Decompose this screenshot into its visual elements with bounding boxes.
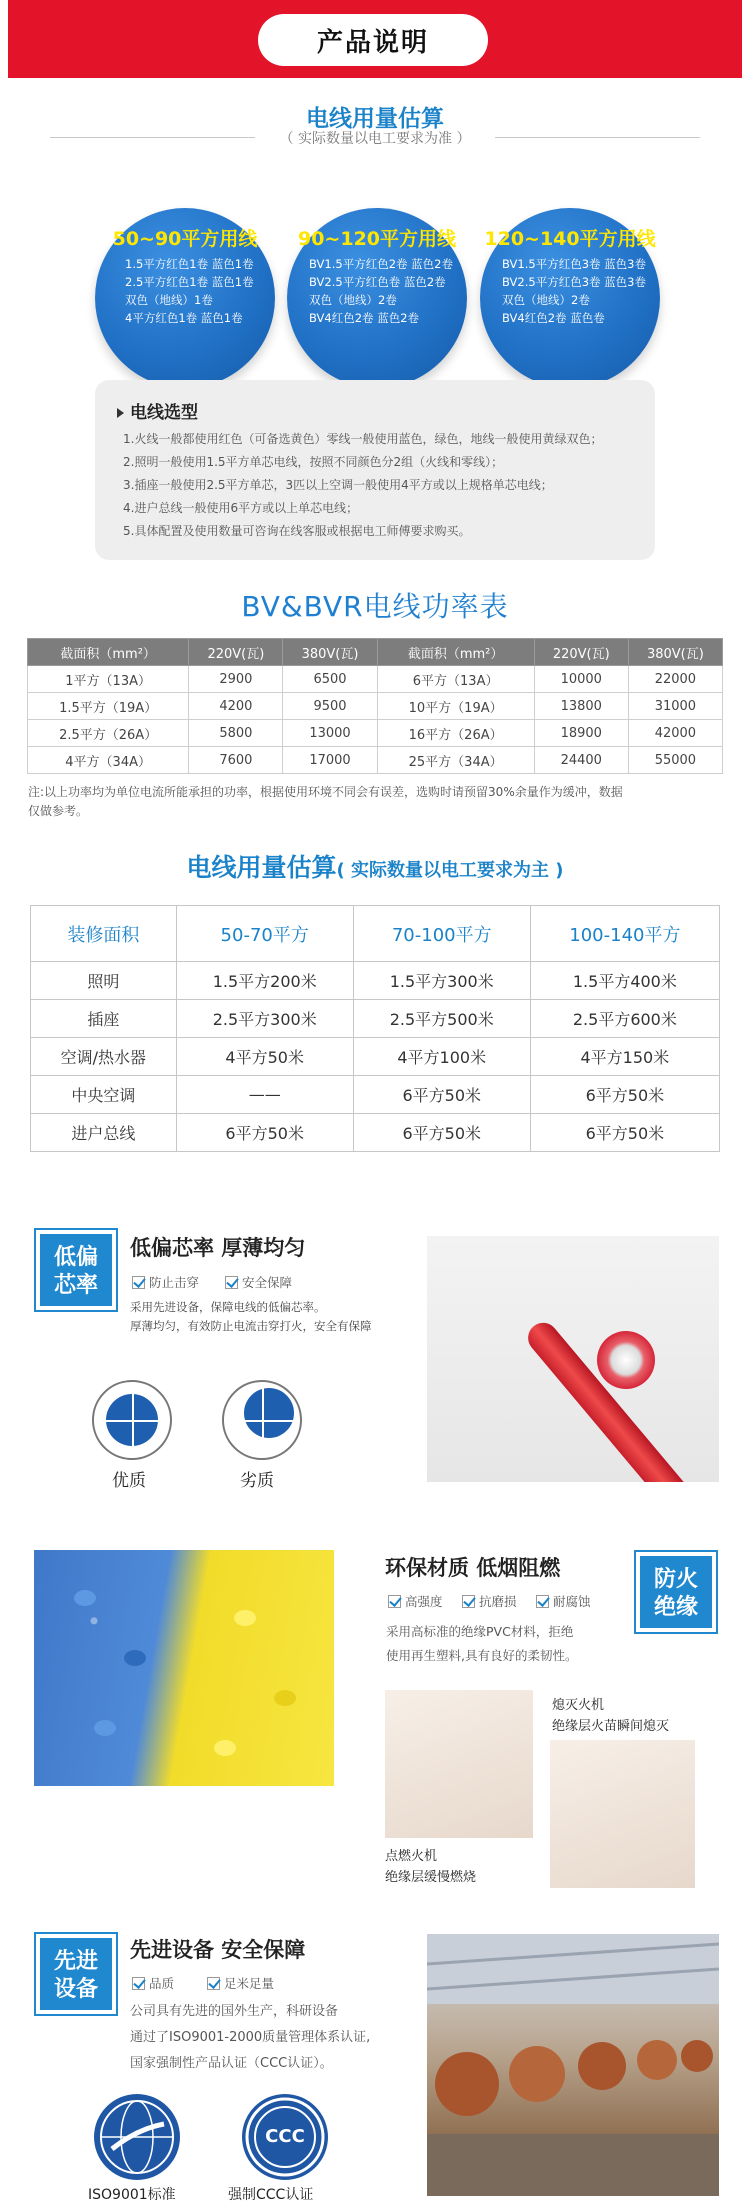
pellet-image — [74, 1590, 96, 1606]
power-table-title: BV&BVR电线功率表 — [241, 590, 509, 623]
fire-desc: 采用高标准的绝缘PVC材料，拒绝 — [386, 1624, 574, 1639]
table-header-cell: 380V(瓦) — [283, 639, 377, 666]
pellet-image — [124, 1650, 146, 1666]
circle-line: BV1.5平方红色3卷 蓝色3卷 — [502, 257, 646, 271]
pvc-pellets-photo — [34, 1550, 334, 1786]
extinguish-caption: 熄灭火机 — [552, 1698, 605, 1713]
eccentric-badge — [36, 1230, 116, 1310]
usage-circle-2 — [287, 208, 467, 388]
table-cell: 1平方（13A） — [28, 666, 189, 693]
bad-quality-icon — [222, 1380, 302, 1460]
table-cell: 55000 — [628, 747, 722, 774]
table-cell: 2.5平方300米 — [176, 1000, 353, 1038]
table-cell: —— — [176, 1076, 353, 1114]
table-cell: 31000 — [628, 693, 722, 720]
table-cell: 6平方50米 — [176, 1114, 353, 1152]
table-cell: 42000 — [628, 720, 722, 747]
circle-line: BV2.5平方红色卷 蓝色2卷 — [309, 275, 446, 289]
table-row — [31, 962, 720, 1000]
table-cell: 2.5平方（26A） — [28, 720, 189, 747]
table-cell: 24400 — [534, 747, 628, 774]
eccentric-desc: 采用先进设备，保障电线的低偏芯率。 — [130, 1300, 326, 1314]
pellet-image — [214, 1740, 236, 1756]
table-cell: 25平方（34A） — [377, 747, 534, 774]
factory-machines-image — [427, 1934, 719, 2196]
table-cell: 22000 — [628, 666, 722, 693]
usage-table-title-sub: ( 实际数量以电工要求为主 ) — [336, 860, 564, 881]
selection-line: 3.插座一般使用2.5平方单芯，3匹以上空调一般使用4平方或以上规格单芯电线； — [123, 478, 553, 492]
badge-line: 防火 — [653, 1567, 698, 1592]
checkbox-icon — [132, 1276, 145, 1289]
eccentric-desc: 厚薄均匀，有效防止电流击穿打火，安全有保障 — [130, 1319, 372, 1333]
table-row — [28, 693, 723, 720]
ccc-logo — [242, 2094, 328, 2180]
table-header-cell: 截面积（mm²） — [377, 639, 534, 666]
equipment-badge — [36, 1934, 116, 2014]
usage-estimate-title: 电线用量估算 — [306, 106, 444, 132]
triangle-bullet-icon — [117, 408, 124, 418]
table-cell: 6500 — [283, 666, 377, 693]
eccentric-title: 低偏芯率 厚薄均匀 — [130, 1236, 306, 1260]
table-cell: 4平方（34A） — [28, 747, 189, 774]
table-cell: 1.5平方（19A） — [28, 693, 189, 720]
wire-selection-title — [117, 398, 198, 423]
table-cell: 照明 — [31, 962, 177, 1000]
fire-desc: 使用再生塑料,具有良好的柔韧性。 — [386, 1648, 578, 1663]
iso9001-label: ISO9001标准 — [88, 2187, 176, 2203]
table-header-row — [28, 639, 723, 666]
table-cell: 空调/热水器 — [31, 1038, 177, 1076]
circle-line: 双色（地线）2卷 — [502, 293, 590, 307]
table-cell: 1.5平方400米 — [530, 962, 719, 1000]
check-label: 品质 — [149, 1976, 175, 1991]
iso9001-logo — [94, 2094, 180, 2180]
table-header-cell: 50-70平方 — [176, 906, 353, 962]
circle-title: 90~120平方用线 — [297, 228, 457, 250]
page-title: 产品说明 — [258, 14, 488, 66]
badge-line: 芯率 — [53, 1273, 98, 1298]
extinguish-lighter-photo — [550, 1740, 695, 1888]
table-cell: 9500 — [283, 693, 377, 720]
badge-line: 设备 — [53, 1977, 98, 2002]
checkbox-icon — [132, 1977, 145, 1990]
usage-table — [30, 905, 720, 1152]
check-item — [462, 1592, 517, 1610]
table-cell: 18900 — [534, 720, 628, 747]
circle-line: 1.5平方红色1卷 蓝色1卷 — [125, 257, 254, 271]
badge-line: 先进 — [53, 1949, 98, 1974]
table-cell: 16平方（26A） — [377, 720, 534, 747]
good-quality-icon — [92, 1380, 172, 1460]
table-cell: 6平方（13A） — [377, 666, 534, 693]
check-label: 防止击穿 — [149, 1275, 200, 1290]
circle-line: 2.5平方红色1卷 蓝色1卷 — [125, 275, 254, 289]
top-header-banner — [8, 0, 742, 78]
fire-title: 环保材质 低烟阻燃 — [385, 1556, 561, 1580]
table-cell: 13000 — [283, 720, 377, 747]
circle-line: BV1.5平方红色2卷 蓝色2卷 — [309, 257, 453, 271]
check-label: 安全保障 — [242, 1275, 293, 1290]
circle-line: 双色（地线）1卷 — [125, 293, 213, 307]
wire-closeup-photo — [427, 1236, 719, 1482]
table-cell: 1.5平方200米 — [176, 962, 353, 1000]
table-header-cell: 220V(瓦) — [534, 639, 628, 666]
check-item — [207, 1974, 274, 1992]
check-item — [132, 1273, 199, 1291]
table-cell: 17000 — [283, 747, 377, 774]
badge-line: 绝缘 — [653, 1595, 698, 1620]
power-note-line: 仅做参考。 — [28, 804, 89, 818]
table-header-cell: 220V(瓦) — [189, 639, 283, 666]
pellet-image — [94, 1720, 116, 1736]
check-label: 足米足量 — [224, 1976, 275, 1991]
checkbox-icon — [462, 1595, 475, 1608]
selection-line: 2.照明一般使用1.5平方单芯电线，按照不同颜色分2组（火线和零线）； — [123, 455, 504, 469]
table-cell: 6平方50米 — [353, 1076, 530, 1114]
selection-line: 5.具体配置及使用数量可咨询在线客服或根据电工师傅要求购买。 — [123, 524, 471, 538]
check-item — [536, 1592, 591, 1610]
usage-circle-1 — [95, 208, 275, 388]
table-cell: 6平方50米 — [530, 1076, 719, 1114]
bad-quality-label: 劣质 — [240, 1471, 274, 1491]
table-cell: 7600 — [189, 747, 283, 774]
ccc-logo-text: CCC — [265, 2126, 305, 2147]
table-row — [28, 720, 723, 747]
usage-table-title-main: 电线用量估算 — [186, 853, 337, 882]
table-cell: 6平方50米 — [530, 1114, 719, 1152]
selection-line: 4.进户总线一般使用6平方或以上单芯电线； — [123, 501, 359, 515]
table-row — [28, 666, 723, 693]
selection-line: 1.火线一般都使用红色（可备选黄色）零线一般使用蓝色，绿色，地线一般使用黄绿双色； — [123, 432, 603, 446]
circle-line: BV4红色2卷 蓝色卷 — [502, 311, 605, 325]
ignite-caption: 点燃火机 — [385, 1849, 438, 1864]
table-header-cell: 100-140平方 — [530, 906, 719, 962]
check-item — [132, 1974, 174, 1992]
table-row — [28, 747, 723, 774]
usage-circle-3 — [480, 208, 660, 388]
good-quality-label: 优质 — [112, 1471, 146, 1491]
factory-photo — [427, 1934, 719, 2196]
check-label: 高强度 — [405, 1594, 443, 1609]
circle-title: 120~140平方用线 — [484, 228, 656, 250]
core-offset-icon — [244, 1388, 294, 1438]
badge-line: 低偏 — [53, 1245, 98, 1270]
table-cell: 2.5平方600米 — [530, 1000, 719, 1038]
crosshair-v — [132, 1382, 134, 1458]
usage-table-title — [0, 848, 750, 884]
table-cell: 4平方100米 — [353, 1038, 530, 1076]
table-cell: 2.5平方500米 — [353, 1000, 530, 1038]
power-note-line: 注:以上功率均为单位电流所能承担的功率，根据使用环境不同会有误差，选购时请预留30%余量作为缓冲，数据 — [28, 785, 623, 799]
checkbox-icon — [207, 1977, 220, 1990]
pellet-image — [234, 1610, 256, 1626]
equipment-title: 先进设备 安全保障 — [130, 1938, 306, 1962]
circle-line: 4平方红色1卷 蓝色1卷 — [125, 311, 243, 325]
table-cell: 插座 — [31, 1000, 177, 1038]
iso-globe-icon — [94, 2094, 180, 2180]
power-table — [27, 638, 723, 774]
table-header-cell: 70-100平方 — [353, 906, 530, 962]
ignite-caption: 绝缘层缓慢燃烧 — [385, 1870, 477, 1885]
equipment-desc: 通过了ISO9001-2000质量管理体系认证, — [130, 2030, 371, 2045]
table-cell: 10平方（19A） — [377, 693, 534, 720]
ignite-lighter-photo — [385, 1690, 533, 1838]
circle-line: BV4红色2卷 蓝色2卷 — [309, 311, 420, 325]
table-cell: 4200 — [189, 693, 283, 720]
table-header-cell: 截面积（mm²） — [28, 639, 189, 666]
table-row — [31, 1000, 720, 1038]
ccc-label: 强制CCC认证 — [228, 2187, 314, 2203]
table-row — [31, 1076, 720, 1114]
usage-estimate-subtitle: （ 实际数量以电工要求为准 ） — [279, 131, 471, 147]
table-cell: 1.5平方300米 — [353, 962, 530, 1000]
table-row — [31, 1114, 720, 1152]
check-item — [388, 1592, 443, 1610]
wire-selection-box — [95, 380, 655, 560]
checkbox-icon — [388, 1595, 401, 1608]
table-cell: 10000 — [534, 666, 628, 693]
checkbox-icon — [225, 1276, 238, 1289]
table-cell: 4平方150米 — [530, 1038, 719, 1076]
table-row — [31, 1038, 720, 1076]
equipment-desc: 国家强制性产品认证（CCC认证）。 — [130, 2056, 333, 2071]
circle-title: 50~90平方用线 — [112, 228, 258, 250]
wire-selection-title-text: 电线选型 — [130, 403, 198, 423]
power-table-note — [28, 783, 728, 821]
check-label: 耐腐蚀 — [553, 1594, 591, 1609]
circle-line: BV2.5平方红色3卷 蓝色3卷 — [502, 275, 646, 289]
table-cell: 13800 — [534, 693, 628, 720]
wire-end-image — [597, 1331, 655, 1389]
table-header-cell: 380V(瓦) — [628, 639, 722, 666]
crosshair-v — [262, 1382, 264, 1458]
table-cell: 2900 — [189, 666, 283, 693]
check-label: 抗磨损 — [479, 1594, 517, 1609]
extinguish-caption: 绝缘层火苗瞬间熄灭 — [552, 1719, 670, 1734]
table-cell: 5800 — [189, 720, 283, 747]
checkbox-icon — [536, 1595, 549, 1608]
table-cell: 中央空调 — [31, 1076, 177, 1114]
table-header-cell: 装修面积 — [31, 906, 177, 962]
table-cell: 6平方50米 — [353, 1114, 530, 1152]
pellet-image — [274, 1690, 296, 1706]
equipment-desc: 公司具有先进的国外生产，科研设备 — [130, 2004, 339, 2019]
fire-badge — [636, 1552, 716, 1632]
table-cell: 进户总线 — [31, 1114, 177, 1152]
circle-line: 双色（地线）2卷 — [309, 293, 397, 307]
table-cell: 4平方50米 — [176, 1038, 353, 1076]
table-header-row — [31, 906, 720, 962]
check-item — [225, 1273, 292, 1291]
